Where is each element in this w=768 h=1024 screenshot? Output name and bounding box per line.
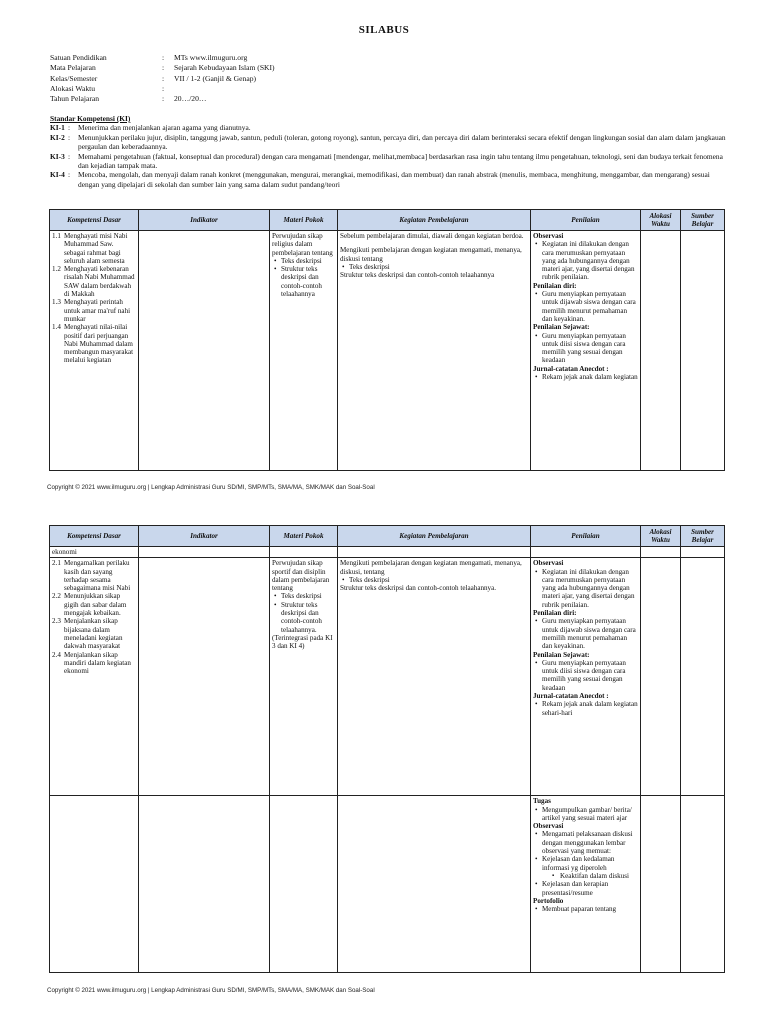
header-kd: Kompetensi Dasar xyxy=(50,210,139,231)
list-item: • Kegiatan ini dilakukan dengan cara merumuskan pernyataan yang ada hubungannya dengan materi ajar, yang disertai dengan rubrik penilaian. xyxy=(542,240,638,281)
header-kegiatan: Kegiatan Pembelajaran xyxy=(338,526,531,547)
kd-item: 1.1 Menghayati misi Nabi Muhammad Saw. sebagai rahmat bagi seluruh alam semesta xyxy=(52,232,128,265)
penilaian-cell: Tugas • Mengumpulkan gambar/ berita/ artikel yang sesuai materi ajar Observasi • Mengamati pelaksanaan diskusi dengan menggunakan lembar observasi yang memuat: • Kejelasan dan kedalaman informasi yg diperoleh ▪ Keaktifan dalam diskusi • Kejelasan dan kerapian presentasi/resume Portofolio • Membuat paparan tentang xyxy=(531,796,641,973)
info-label: Tahun Pelajaran xyxy=(50,94,100,104)
table-row xyxy=(50,231,725,471)
info-value: MTs www.ilmuguru.org xyxy=(174,53,248,62)
alokasi-cell xyxy=(641,558,681,796)
kd-cell xyxy=(50,231,139,471)
info-label: Satuan Pendidikan xyxy=(50,53,107,62)
ki-code: KI-4 xyxy=(50,170,65,180)
header-indikator: Indikator xyxy=(139,526,270,547)
info-label: Kelas/Semester xyxy=(50,73,98,83)
ki-heading: Standar Kompetensi (KI) xyxy=(50,114,131,123)
header-sumber: Sumber Belajar xyxy=(681,210,725,231)
info-row-mapel: Mata Pelajaran : Sejarah Kebudayaan Islam (SKI) xyxy=(50,63,275,73)
kd-item: 2.4 Menjalankan sikap mandiri dalam kegiatan ekonomi xyxy=(52,650,131,676)
list-item: • Kegiatan ini dilakukan dengan cara merumuskan pernyataan yang ada hubungannya dengan materi ajar, yang disertai dengan rubrik penilaian. xyxy=(542,568,638,609)
info-value: 20…/20… xyxy=(174,94,207,104)
header-alokasi: Alokasi Waktu xyxy=(641,210,681,231)
kd-item: 2.1 Mengamalkan perilaku kasih dan sayang terhadap sesama sebagaimana misi Nabi xyxy=(52,559,131,593)
syllabus-table-2 xyxy=(49,525,725,973)
list-item: • Guru menyiapkan pernyataan untuk diisi siswa dengan cara memilih yang sesuai dengan keadaan xyxy=(542,332,638,365)
sumber-cell xyxy=(681,558,725,796)
table-row xyxy=(50,558,725,796)
header-sumber: Sumber Belajar xyxy=(681,526,725,547)
materi-list xyxy=(272,257,335,298)
ki-item: KI-3 : Memahami pengetahuan (faktual, konseptual dan procedural) dengan cara mengamati [mendengar, melihat,membaca] berdasarkan rasa ingin tahu tentang ilmu pengetahuan, teknologi, seni dan budaya terkait fenomena dan kejadian tampak mata. xyxy=(50,152,726,171)
kegiatan-cell: Mengikuti pembelajaran dengan kegiatan mengamati, menanya, diskusi, tentang • Teks deskripsi Struktur teks deskripsi dan contoh-contoh telaahannya. xyxy=(338,558,531,796)
penilaian-cell: Observasi • Kegiatan ini dilakukan dengan cara merumuskan pernyataan yang ada hubungannya dengan materi ajar, yang disertai dengan rubrik penilaian. Penilaian diri: • Guru menyiapkan pernyataan untuk dijawab siswa dengan cara memilih menurut pemahaman dan keyakinan. Penilaian Sejawat: • Guru menyiapkan pernyataan untuk diisi siswa dengan cara memilih yang sesuai dengan keadaan Jurnal-catatan Anecdot : • Rekam jejak anak dalam kegiatan xyxy=(531,231,641,471)
header-materi: Materi Pokok xyxy=(270,526,338,547)
table-row xyxy=(50,796,725,973)
kd-item: 1.2 Menghayati kebenaran risalah Nabi Muhammad SAW dalam berdakwah di Makkah xyxy=(52,265,135,299)
materi-cell: Perwujudan sikap religius dalam pembelajaran tentang • Teks deskripsi • Struktur teks deskripsi dan contoh-contoh telaahannya xyxy=(270,231,338,471)
list-item: • Mengamati pelaksanaan diskusi dengan menggunakan lembar observasi yang memuat: xyxy=(542,830,638,855)
list-item: • Teks deskripsi xyxy=(349,576,528,584)
ki-section xyxy=(50,114,726,189)
header-indikator: Indikator xyxy=(139,210,270,231)
page-title: SILABUS xyxy=(358,24,410,36)
ki-text: Menunjukkan perilaku jujur, disiplin, tanggung jawab, santun, peduli (toleran, gotong royong), santun, percaya diri, dan percaya diri dalam berinteraksi secara efektif dengan lingkungan sosial dan alam dalam jangkauan pergaulan dan keberadaannya. xyxy=(78,132,726,152)
list-item: • Mengumpulkan gambar/ berita/ artikel yang sesuai materi ajar xyxy=(542,806,638,823)
header-penilaian: Penilaian xyxy=(531,526,641,547)
kegiatan-cell: Sebelum pembelajaran dimulai, diawali dengan kegiatan berdoa. Mengikuti pembelajaran dengan kegiatan mengamati, menanya, diskusi tentang • Teks deskripsi Struktur teks deskripsi dan contoh-contoh telaahannya xyxy=(338,231,531,471)
info-row-tahun: Tahun Pelajaran : 20…/20… xyxy=(50,94,207,104)
ki-text: Mencoba, mengolah, dan menyaji dalam ranah konkret (menggunakan, mengurai, merangkai, memodifikasi, dan membuat) dan ranah abstrak (menulis, membaca, menghitung, menggambar, dan mengarang) sesuai dengan yang dipelajari di sekolah dan sumber lain yang sama dalam sudut pandang/teori xyxy=(78,170,710,189)
list-item: • Struktur teks deskripsi dan contoh-contoh telaahannya. xyxy=(281,601,335,634)
ki-item: KI-4 : Mencoba, mengolah, dan menyaji dalam ranah konkret (menggunakan, mengurai, merangkai, memodifikasi, dan membuat) dan ranah abstrak (menulis, membaca, menghitung, menggambar, dan mengarang) sesuai dengan yang dipelajari di sekolah dan sumber lain yang sama dalam sudut pandang/teori xyxy=(50,170,726,189)
list-item: • Teks deskripsi xyxy=(281,592,335,600)
table-row xyxy=(50,547,725,558)
ki-item: KI-1 : Menerima dan menjalankan ajaran agama yang dianutnya. xyxy=(50,123,726,132)
info-value: Sejarah Kebudayaan Islam (SKI) xyxy=(174,63,275,73)
list-item: • Rekam jejak anak dalam kegiatan xyxy=(542,373,638,381)
syllabus-table-1 xyxy=(49,209,725,471)
list-item: ▪ Keaktifan dalam diskusi xyxy=(560,872,638,880)
list-item: • Guru menyiapkan pernyataan untuk dijawab siswa dengan cara memilih menurut pemahaman dan keyakinan. xyxy=(542,290,638,323)
list-item: • Teks deskripsi xyxy=(349,263,528,271)
identity-block xyxy=(50,53,275,104)
ki-item: KI-2 : Menunjukkan perilaku jujur, disiplin, tanggung jawab, santun, peduli (toleran, gotong royong), santun, percaya diri, dan percaya diri dalam berinteraksi secara efektif dengan lingkungan sosial dan alam dalam jangkauan pergaulan dan keberadaannya. xyxy=(50,132,726,152)
kd-carry-cell: ekonomi xyxy=(50,547,139,558)
info-label: Alokasi Waktu xyxy=(50,83,96,93)
header-kegiatan: Kegiatan Pembelajaran xyxy=(338,210,531,231)
list-item: • Guru menyiapkan pernyataan untuk diisi siswa dengan cara memilih yang sesuai dengan keadaan xyxy=(542,659,638,692)
table-header-row xyxy=(50,210,725,231)
kd-cell xyxy=(50,558,139,796)
list-item: • Membuat paparan tentang xyxy=(542,905,638,913)
ki-text: Memahami pengetahuan (faktual, konseptual dan procedural) dengan cara mengamati [mendengar, melihat,membaca] berdasarkan rasa ingin tahu tentang ilmu pengetahuan, teknologi, seni dan budaya terkait fenomena dan kejadian tampak mata. xyxy=(78,151,723,171)
kd-item: 2.2 Menunjukkan sikap gigih dan sabar dalam mengajak kebaikan. xyxy=(52,592,127,618)
header-kd: Kompetensi Dasar xyxy=(50,526,139,547)
kd-item: 1.4 Menghayati nilai-nilai positif dari perjuangan Nabi Muhammad dalam membangun masyarakat melalui kegiatan xyxy=(52,323,134,365)
ki-code: KI-3 xyxy=(50,151,65,161)
list-item: • Struktur teks deskripsi dan contoh-contoh telaahannya xyxy=(281,265,335,298)
list-item: • Teks deskripsi xyxy=(281,257,335,265)
indikator-cell xyxy=(139,231,270,471)
ki-code: KI-1 xyxy=(50,123,65,133)
table-header-row xyxy=(50,526,725,547)
ki-text: Menerima dan menjalankan ajaran agama yang dianutnya. xyxy=(78,123,251,133)
kd-item: 1.3 Menghayati perintah untuk amar ma'ruf nahi munkar xyxy=(52,298,131,323)
indikator-cell xyxy=(139,558,270,796)
header-alokasi: Alokasi Waktu xyxy=(641,526,681,547)
alokasi-cell xyxy=(641,231,681,471)
materi-cell: Perwujudan sikap sportif dan disiplin dalam pembelajaran tentang • Teks deskripsi • Struktur teks deskripsi dan contoh-contoh telaahannya. (Terintegrasi pada KI 3 dan KI 4) xyxy=(270,558,338,796)
sumber-cell xyxy=(681,231,725,471)
list-item: • Rekam jejak anak dalam kegiatan sehari-hari xyxy=(542,700,638,717)
header-materi: Materi Pokok xyxy=(270,210,338,231)
ki-code: KI-2 xyxy=(50,132,65,142)
list-item: • Kejelasan dan kedalaman informasi yg diperoleh ▪ Keaktifan dalam diskusi xyxy=(542,855,638,880)
info-value: VII / 1-2 (Ganjil & Genap) xyxy=(174,73,257,83)
page-footer: Copyright © 2021 www.ilmuguru.org | Lengkap Administrasi Guru SD/MI, SMP/MTs, SMA/MA, SMK/MAK dan Soal-Soal xyxy=(47,484,375,491)
info-row-kelas: Kelas/Semester : VII / 1-2 (Ganjil & Genap) xyxy=(50,73,257,83)
list-item: • Kejelasan dan kerapian presentasi/resume xyxy=(542,880,638,897)
header-penilaian: Penilaian xyxy=(531,210,641,231)
page-footer: Copyright © 2021 www.ilmuguru.org | Lengkap Administrasi Guru SD/MI, SMP/MTs, SMA/MA, SMK/MAK dan Soal-Soal xyxy=(47,987,375,994)
list-item: • Guru menyiapkan pernyataan untuk dijawab siswa dengan cara memilih menurut pemahaman dan keyakinan. xyxy=(542,617,638,650)
info-row-satuan: Satuan Pendidikan : MTs www.ilmuguru.org xyxy=(50,53,248,62)
penilaian-cell: Observasi • Kegiatan ini dilakukan dengan cara merumuskan pernyataan yang ada hubungannya dengan materi ajar, yang disertai dengan rubrik penilaian. Penilaian diri: • Guru menyiapkan pernyataan untuk dijawab siswa dengan cara memilih menurut pemahaman dan keyakinan. Penilaian Sejawat: • Guru menyiapkan pernyataan untuk diisi siswa dengan cara memilih yang sesuai dengan keadaan Jurnal-catatan Anecdot : • Rekam jejak anak dalam kegiatan sehari-hari xyxy=(531,558,641,796)
info-row-alokasi: Alokasi Waktu : xyxy=(50,83,165,93)
info-label: Mata Pelajaran xyxy=(50,63,96,73)
kd-item: 2.3 Menjalankan sikap bijaksana dalam meneladani kegiatan dakwah masyarakat xyxy=(52,617,123,651)
